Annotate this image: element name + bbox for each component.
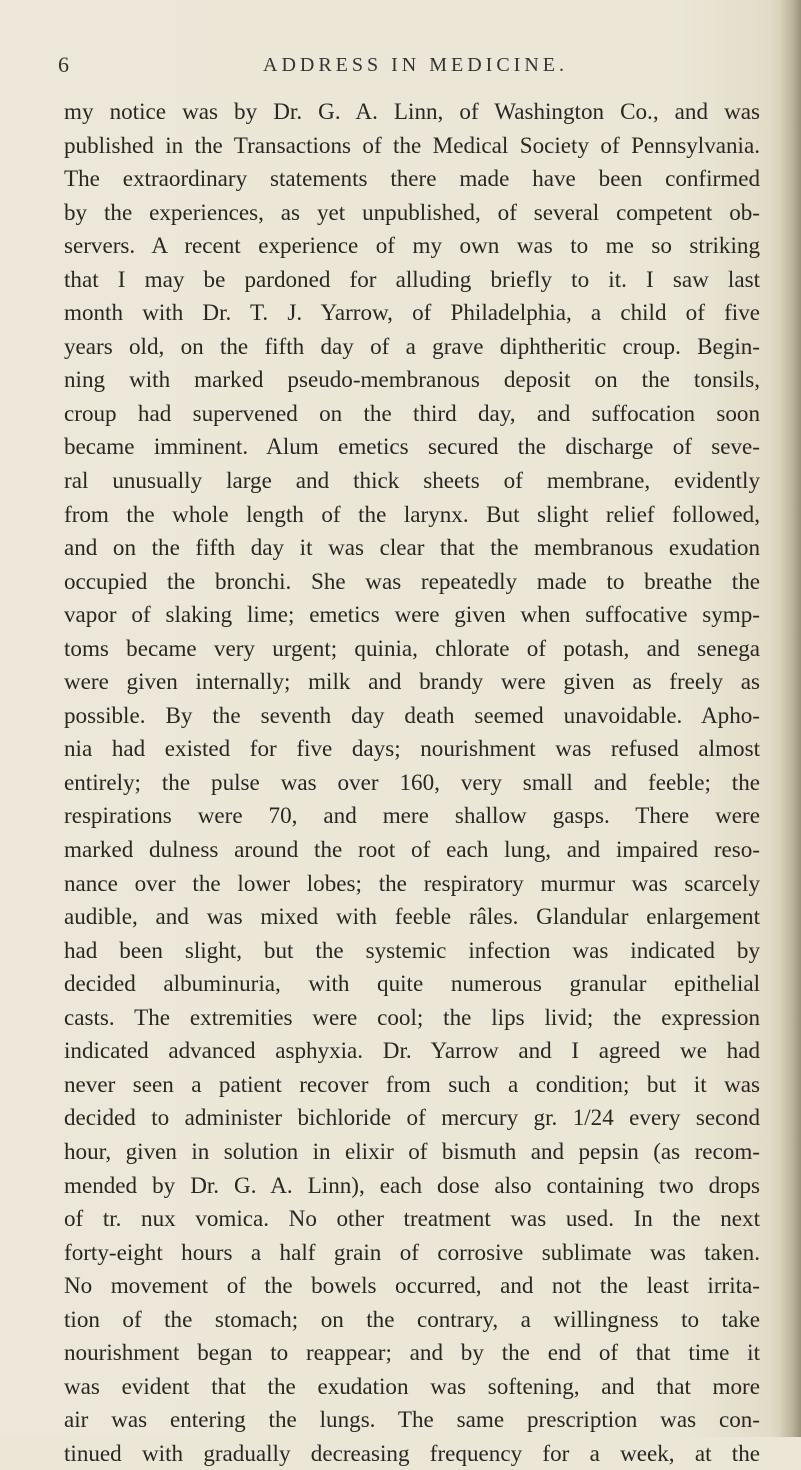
text-line: ral unusually large and thick sheets of membrane, evidently xyxy=(64,467,760,494)
text-line: croup had supervened on the third day, and suffocation soon xyxy=(64,399,760,426)
text-line: The extraordinary statements there made have been confirmed xyxy=(64,165,760,192)
text-line: my notice was by Dr. G. A. Linn, of Washington Co., and was xyxy=(64,98,760,124)
page-number: 6 xyxy=(58,52,69,77)
text-line: became imminent. Alum emetics secured the discharge of seve- xyxy=(64,433,760,460)
text-line: audible, and was mixed with feeble râles. Glandular enlargement xyxy=(64,903,760,930)
text-line: by the experiences, as yet unpublished, of several competent ob- xyxy=(64,198,760,225)
text-line: servers. A recent experience of my own was to me so striking xyxy=(64,232,760,259)
page-edge-shadow xyxy=(779,0,801,1437)
text-line: tion of the stomach; on the contrary, a willingness to take xyxy=(64,1305,760,1332)
text-line: tinued with gradually decreasing frequency for a week, at the xyxy=(64,1439,760,1466)
body-paragraph xyxy=(64,95,760,1470)
text-line: were given internally; milk and brandy were given as freely as xyxy=(64,668,760,695)
text-line: decided albuminuria, with quite numerous granular epithelial xyxy=(64,970,760,997)
text-line: toms became very urgent; quinia, chlorate of potash, and senega xyxy=(64,634,760,661)
text-line: marked dulness around the root of each lung, and impaired reso- xyxy=(64,836,760,863)
text-line: ning with marked pseudo-membranous deposit on the tonsils, xyxy=(64,366,760,393)
text-line: casts. The extremities were cool; the lips livid; the expression xyxy=(64,1003,760,1030)
text-line: forty-eight hours a half grain of corrosive sublimate was taken. xyxy=(64,1238,760,1265)
running-head: ADDRESS IN MEDICINE. xyxy=(263,54,568,76)
text-line: decided to administer bichloride of mercury gr. 1/24 every second xyxy=(64,1104,760,1131)
text-line: nance over the lower lobes; the respiratory murmur was scarcely xyxy=(64,869,760,896)
text-line: indicated advanced asphyxia. Dr. Yarrow and I agreed we had xyxy=(64,1037,760,1064)
text-line: never seen a patient recover from such a condition; but it was xyxy=(64,1070,760,1097)
text-line: published in the Transactions of the Medical Society of Pennsylvania. xyxy=(64,131,760,158)
text-line: air was entering the lungs. The same prescription was con- xyxy=(64,1406,760,1433)
text-line: of tr. nux vomica. No other treatment was used. In the next xyxy=(64,1205,760,1232)
text-line: had been slight, but the systemic infection was indicated by xyxy=(64,936,760,963)
text-line: vapor of slaking lime; emetics were given when suffocative symp- xyxy=(64,601,760,628)
text-line: month with Dr. T. J. Yarrow, of Philadelphia, a child of five xyxy=(64,299,760,326)
text-line: possible. By the seventh day death seemed unavoidable. Apho- xyxy=(64,701,760,728)
text-line: nourishment began to reappear; and by the end of that time it xyxy=(64,1339,760,1366)
text-line: occupied the bronchi. She was repeatedly made to breathe the xyxy=(64,567,760,594)
text-line: mended by Dr. G. A. Linn), each dose also containing two drops xyxy=(64,1171,760,1198)
text-line: from the whole length of the larynx. But slight relief followed, xyxy=(64,500,760,527)
text-line: years old, on the fifth day of a grave diphtheritic croup. Begin- xyxy=(64,332,760,359)
text-line: that I may be pardoned for alluding briefly to it. I saw last xyxy=(64,265,760,292)
text-line: and on the fifth day it was clear that the membranous exudation xyxy=(64,534,760,561)
text-line: was evident that the exudation was softening, and that more xyxy=(64,1372,760,1399)
text-line: nia had existed for five days; nourishment was refused almost xyxy=(64,735,760,762)
text-line: entirely; the pulse was over 160, very small and feeble; the xyxy=(64,768,760,795)
text-line: hour, given in solution in elixir of bismuth and pepsin (as recom- xyxy=(64,1137,760,1164)
text-line: No movement of the bowels occurred, and not the least irrita- xyxy=(64,1272,760,1299)
text-line: respirations were 70, and mere shallow gasps. There were xyxy=(64,802,760,829)
